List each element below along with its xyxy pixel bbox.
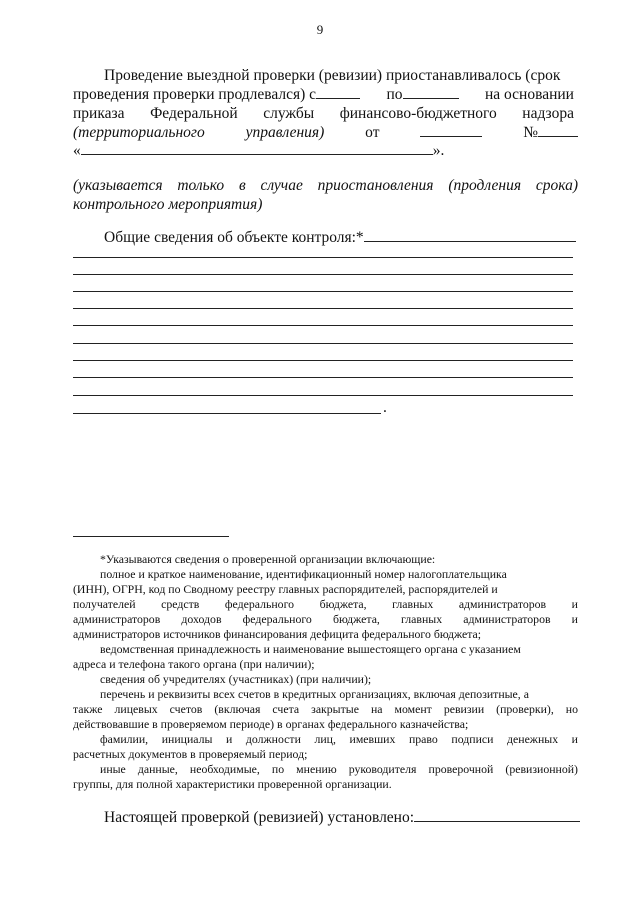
suspension-word: Федеральной	[150, 105, 238, 122]
established-label: Настоящей проверкой (ревизией) установлено:	[104, 809, 415, 826]
footnote-p1-line: администраторов источников финансирования дефицита федерального бюджета;	[73, 627, 482, 641]
note-line-2: контрольного мероприятия)	[73, 196, 263, 213]
general-info-label: Общие сведения об объекте контроля:*	[104, 229, 364, 246]
office-text: управления)	[245, 124, 325, 141]
footnote-p3-line: сведения об учредителях (участниках) (при наличии);	[100, 672, 372, 686]
footnote-p1-line: получателей средств федерального бюджета, главных администраторов и	[73, 597, 578, 611]
page-number: 9	[316, 22, 324, 37]
note-word: (указывается	[73, 177, 163, 194]
suspension-word: службы	[263, 105, 315, 122]
suspension-line-3	[73, 104, 574, 123]
fill-line[interactable]	[73, 377, 573, 378]
order-date-field[interactable]	[420, 123, 482, 137]
suspension-text-2b: по	[386, 86, 403, 103]
date-from-field[interactable]	[316, 85, 360, 99]
general-info-row	[104, 228, 576, 247]
note-word: в	[238, 177, 246, 194]
fill-line[interactable]	[73, 395, 573, 396]
fill-line[interactable]	[73, 291, 573, 292]
fill-line[interactable]	[73, 325, 573, 326]
suspension-word: приказа	[73, 105, 125, 122]
fill-line[interactable]	[73, 274, 573, 275]
note-line-1	[73, 176, 578, 195]
established-row	[104, 808, 580, 827]
footnote-p2-line: ведомственная принадлежность и наименование вышестоящего органа с указанием	[100, 642, 521, 656]
footnote-text: (ИНН), ОГРН, код по Сводному реестру главных распорядителей, распорядителей и	[73, 582, 498, 596]
footnote-p1-line: администраторов доходов федерального бюджета, главных администраторов и	[73, 612, 578, 626]
footnote-p6-line: иные данные, необходимые, по мнению руководителя проверочной (ревизионной)	[100, 762, 578, 776]
general-info-field[interactable]	[364, 228, 576, 242]
order-title-field[interactable]	[81, 141, 433, 155]
suspension-text-2a: проведения проверки продлевался) с	[73, 86, 317, 103]
note-word: только	[177, 177, 225, 194]
footnote-p4-line: также лицевых счетов (включая счета закрытые на момент ревизии (проверки), но	[73, 702, 578, 716]
fill-line[interactable]	[73, 343, 573, 344]
suspension-line-5	[73, 141, 444, 160]
date-to-field[interactable]	[403, 85, 459, 99]
suspension-text-1: Проведение выездной проверки (ревизии) приостанавливалось (срок	[104, 67, 561, 84]
quote-open: «	[73, 142, 81, 159]
note-word: случае	[260, 177, 303, 194]
established-field[interactable]	[414, 808, 580, 822]
order-number-field[interactable]	[538, 123, 578, 137]
footnote-p2-line: адреса и телефона такого органа (при наличии);	[73, 657, 315, 671]
footnote-p5-line: фамилии, инициалы и должности лиц, имевших право подписи денежных и	[100, 732, 578, 746]
footnote-p1-line	[73, 582, 578, 597]
suspension-text-2c: на основании	[484, 86, 574, 103]
footnote-intro: *Указываются сведения о проверенной организации включающие:	[100, 552, 436, 566]
footnote-p5-line: расчетных документов в проверяемый период;	[73, 747, 308, 761]
footnote-p4-line: перечень и реквизиты всех счетов в кредитных организациях, включая депозитные, а	[100, 687, 529, 701]
footnote-separator	[73, 536, 229, 537]
suspension-line-2	[73, 85, 574, 104]
suspension-word: финансово-бюджетного	[339, 105, 497, 122]
number-sign: №	[523, 124, 538, 141]
fill-line[interactable]	[73, 308, 573, 309]
quote-close: ».	[432, 142, 445, 159]
fill-line[interactable]	[73, 257, 573, 258]
suspension-line-4	[73, 123, 578, 142]
fill-line-last[interactable]	[73, 413, 381, 414]
suspension-word: надзора	[522, 105, 574, 122]
from-text: от	[365, 124, 380, 141]
note-word: срока)	[535, 177, 578, 194]
footnote-p1-line: полное и краткое наименование, идентификационный номер налогоплательщика	[100, 567, 507, 581]
note-word: приостановления	[317, 177, 434, 194]
fill-end-mark: .	[383, 399, 387, 416]
footnote-p4-line: действовавшие в проверяемом периоде) в органах федерального казначейства;	[73, 717, 469, 731]
territorial-text: (территориального	[73, 124, 205, 141]
suspension-line-1	[104, 66, 574, 85]
fill-line[interactable]	[73, 360, 573, 361]
footnote-p6-line: группы, для полной характеристики проверенной организации.	[73, 777, 392, 791]
note-word: (продления	[448, 177, 522, 194]
